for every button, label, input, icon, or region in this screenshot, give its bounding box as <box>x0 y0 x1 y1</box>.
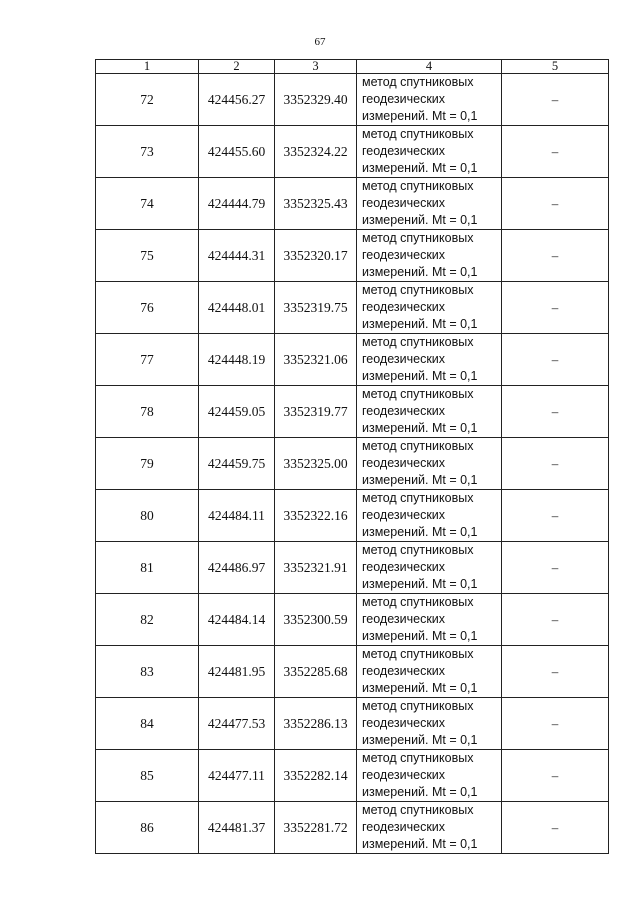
cell-x: 424484.14 <box>199 594 275 646</box>
cell-y: 3352300.59 <box>275 594 357 646</box>
method-line: измерений. Mt = 0,1 <box>362 421 478 435</box>
cell-method <box>357 438 502 490</box>
method-line: метод спутниковых <box>362 803 474 817</box>
table-row <box>96 490 609 542</box>
method-line: геодезических <box>362 92 446 106</box>
cell-method <box>357 802 502 854</box>
method-line: геодезических <box>362 560 446 574</box>
cell-point-number: 85 <box>96 750 199 802</box>
method-line: измерений. Mt = 0,1 <box>362 785 478 799</box>
method-line: измерений. Mt = 0,1 <box>362 213 478 227</box>
table-row <box>96 386 609 438</box>
method-line: метод спутниковых <box>362 231 474 245</box>
method-line: геодезических <box>362 820 446 834</box>
method-line: метод спутниковых <box>362 439 474 453</box>
column-header-note: 5 <box>502 60 609 74</box>
cell-y: 3352285.68 <box>275 646 357 698</box>
cell-y: 3352281.72 <box>275 802 357 854</box>
method-line: измерений. Mt = 0,1 <box>362 109 478 123</box>
cell-point-number: 81 <box>96 542 199 594</box>
method-line: измерений. Mt = 0,1 <box>362 317 478 331</box>
method-line: измерений. Mt = 0,1 <box>362 681 478 695</box>
cell-note: – <box>502 126 609 178</box>
cell-point-number: 75 <box>96 230 199 282</box>
cell-method <box>357 750 502 802</box>
table-row <box>96 594 609 646</box>
method-line: геодезических <box>362 300 446 314</box>
method-line: измерений. Mt = 0,1 <box>362 837 478 851</box>
column-header-x: 2 <box>199 60 275 74</box>
table-row <box>96 178 609 230</box>
method-line: геодезических <box>362 456 446 470</box>
cell-method <box>357 178 502 230</box>
cell-y: 3352319.75 <box>275 282 357 334</box>
table-row <box>96 802 609 854</box>
table-row <box>96 126 609 178</box>
cell-point-number: 72 <box>96 74 199 126</box>
cell-y: 3352329.40 <box>275 74 357 126</box>
table-body <box>96 74 609 854</box>
cell-x: 424484.11 <box>199 490 275 542</box>
table-row <box>96 74 609 126</box>
cell-x: 424481.95 <box>199 646 275 698</box>
cell-note: – <box>502 542 609 594</box>
table-header <box>96 60 609 74</box>
method-line: геодезических <box>362 508 446 522</box>
cell-method <box>357 698 502 750</box>
method-line: метод спутниковых <box>362 179 474 193</box>
cell-y: 3352321.06 <box>275 334 357 386</box>
method-line: метод спутниковых <box>362 699 474 713</box>
column-header-method: 4 <box>357 60 502 74</box>
method-line: геодезических <box>362 196 446 210</box>
method-line: геодезических <box>362 716 446 730</box>
method-line: геодезических <box>362 144 446 158</box>
table-row <box>96 646 609 698</box>
cell-point-number: 78 <box>96 386 199 438</box>
cell-method <box>357 646 502 698</box>
cell-note: – <box>502 74 609 126</box>
cell-point-number: 82 <box>96 594 199 646</box>
cell-y: 3352321.91 <box>275 542 357 594</box>
method-line: измерений. Mt = 0,1 <box>362 265 478 279</box>
method-line: геодезических <box>362 664 446 678</box>
cell-note: – <box>502 438 609 490</box>
method-line: измерений. Mt = 0,1 <box>362 733 478 747</box>
method-line: метод спутниковых <box>362 387 474 401</box>
header-row <box>96 60 609 74</box>
method-line: геодезических <box>362 768 446 782</box>
method-line: метод спутниковых <box>362 283 474 297</box>
column-header-y: 3 <box>275 60 357 74</box>
cell-method <box>357 282 502 334</box>
cell-x: 424448.01 <box>199 282 275 334</box>
cell-y: 3352325.00 <box>275 438 357 490</box>
method-line: геодезических <box>362 404 446 418</box>
cell-method <box>357 594 502 646</box>
cell-method <box>357 230 502 282</box>
cell-x: 424459.05 <box>199 386 275 438</box>
cell-note: – <box>502 594 609 646</box>
table-row <box>96 438 609 490</box>
cell-x: 424459.75 <box>199 438 275 490</box>
column-header-point-number: 1 <box>96 60 199 74</box>
table-row <box>96 230 609 282</box>
method-line: метод спутниковых <box>362 647 474 661</box>
method-line: метод спутниковых <box>362 127 474 141</box>
method-line: геодезических <box>362 612 446 626</box>
table-row <box>96 334 609 386</box>
coordinates-table <box>95 59 609 854</box>
table-row <box>96 282 609 334</box>
cell-method <box>357 126 502 178</box>
cell-x: 424444.31 <box>199 230 275 282</box>
cell-y: 3352319.77 <box>275 386 357 438</box>
cell-point-number: 79 <box>96 438 199 490</box>
cell-point-number: 80 <box>96 490 199 542</box>
cell-point-number: 74 <box>96 178 199 230</box>
method-line: метод спутниковых <box>362 543 474 557</box>
cell-x: 424477.53 <box>199 698 275 750</box>
cell-method <box>357 334 502 386</box>
method-line: метод спутниковых <box>362 335 474 349</box>
cell-note: – <box>502 334 609 386</box>
method-line: измерений. Mt = 0,1 <box>362 525 478 539</box>
cell-x: 424477.11 <box>199 750 275 802</box>
cell-x: 424481.37 <box>199 802 275 854</box>
cell-method <box>357 74 502 126</box>
method-line: геодезических <box>362 352 446 366</box>
cell-y: 3352324.22 <box>275 126 357 178</box>
cell-note: – <box>502 282 609 334</box>
method-line: метод спутниковых <box>362 595 474 609</box>
method-line: измерений. Mt = 0,1 <box>362 577 478 591</box>
cell-point-number: 77 <box>96 334 199 386</box>
table-row <box>96 750 609 802</box>
method-line: измерений. Mt = 0,1 <box>362 629 478 643</box>
cell-x: 424486.97 <box>199 542 275 594</box>
table-row <box>96 542 609 594</box>
cell-note: – <box>502 386 609 438</box>
method-line: метод спутниковых <box>362 751 474 765</box>
cell-y: 3352320.17 <box>275 230 357 282</box>
cell-point-number: 86 <box>96 802 199 854</box>
cell-y: 3352325.43 <box>275 178 357 230</box>
cell-x: 424444.79 <box>199 178 275 230</box>
cell-y: 3352286.13 <box>275 698 357 750</box>
cell-note: – <box>502 750 609 802</box>
cell-note: – <box>502 178 609 230</box>
cell-method <box>357 542 502 594</box>
cell-x: 424448.19 <box>199 334 275 386</box>
cell-note: – <box>502 698 609 750</box>
method-line: метод спутниковых <box>362 75 474 89</box>
cell-method <box>357 386 502 438</box>
page-number: 67 <box>314 36 326 48</box>
cell-note: – <box>502 802 609 854</box>
cell-point-number: 84 <box>96 698 199 750</box>
cell-point-number: 73 <box>96 126 199 178</box>
cell-point-number: 83 <box>96 646 199 698</box>
cell-note: – <box>502 490 609 542</box>
method-line: измерений. Mt = 0,1 <box>362 369 478 383</box>
cell-note: – <box>502 230 609 282</box>
cell-x: 424456.27 <box>199 74 275 126</box>
cell-point-number: 76 <box>96 282 199 334</box>
cell-x: 424455.60 <box>199 126 275 178</box>
method-line: метод спутниковых <box>362 491 474 505</box>
table-row <box>96 698 609 750</box>
method-line: измерений. Mt = 0,1 <box>362 161 478 175</box>
cell-y: 3352282.14 <box>275 750 357 802</box>
cell-note: – <box>502 646 609 698</box>
cell-method <box>357 490 502 542</box>
cell-y: 3352322.16 <box>275 490 357 542</box>
method-line: измерений. Mt = 0,1 <box>362 473 478 487</box>
method-line: геодезических <box>362 248 446 262</box>
